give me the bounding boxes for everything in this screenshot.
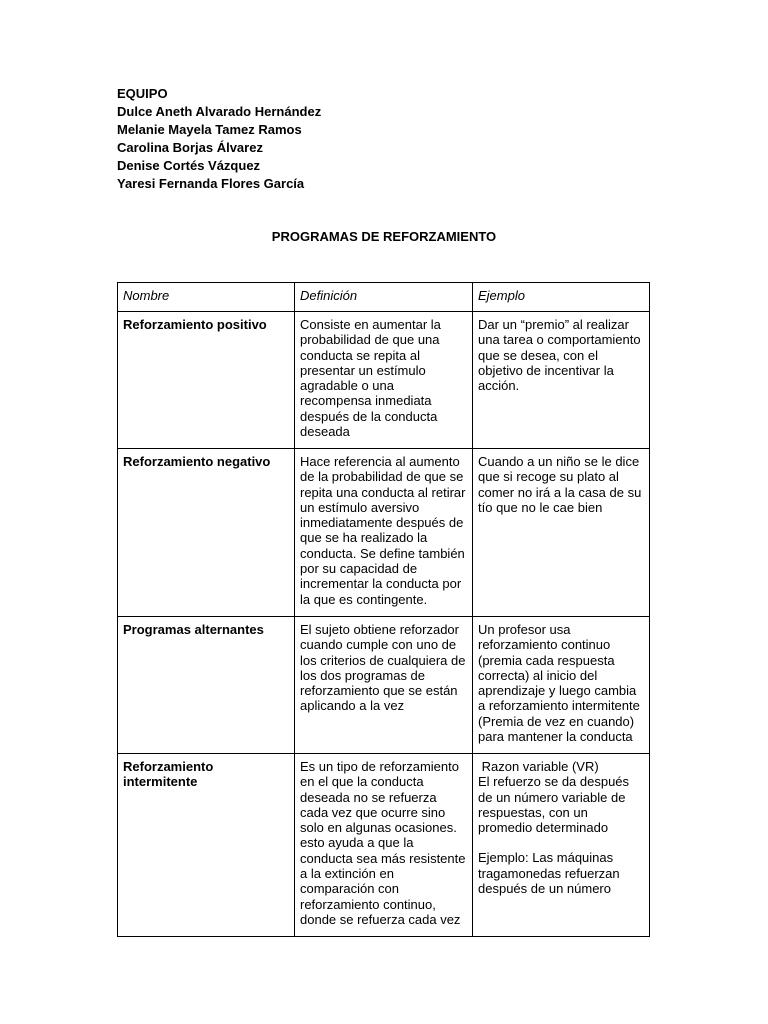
table-row — [118, 754, 650, 937]
row-example: Dar un “premio” al realizar una tarea o comportamiento que se desea, con el objetivo de incentivar la acción. — [473, 312, 650, 449]
team-member: Carolina Borjas Álvarez — [117, 140, 263, 155]
header-ejemplo: Ejemplo — [473, 283, 650, 312]
team-heading: EQUIPO — [117, 86, 168, 101]
team-block — [117, 85, 321, 193]
example-line: Razon variable (VR) — [478, 759, 599, 774]
team-member: Yaresi Fernanda Flores García — [117, 176, 305, 191]
table-header-row — [118, 283, 650, 312]
table-row — [118, 312, 650, 449]
row-example — [473, 754, 650, 937]
row-name: Reforzamiento intermitente — [118, 754, 295, 937]
table-row — [118, 617, 650, 754]
row-example: Un profesor usa reforzamiento continuo (premia cada respuesta correcta) al inicio del aprendizaje y luego cambia a reforzamiento intermitente (Premia de vez en cuando) para mantener la conducta — [473, 617, 650, 754]
row-definition: El sujeto obtiene reforzador cuando cumple con uno de los criterios de cualquiera de los dos programas de reforzamiento que se están aplicando a la vez — [295, 617, 473, 754]
row-example: Cuando a un niño se le dice que si recoge su plato al comer no irá a la casa de su tío que no le cae bien — [473, 449, 650, 617]
row-definition: Consiste en aumentar la probabilidad de que una conducta se repita al presentar un estímulo agradable o una recompensa inmediata después de la conducta deseada — [295, 312, 473, 449]
example-line: El refuerzo se da después de un número variable de respuestas, con un promedio determinado — [478, 774, 630, 836]
header-nombre: Nombre — [118, 283, 295, 312]
team-member: Denise Cortés Vázquez — [117, 158, 261, 173]
row-definition: Es un tipo de reforzamiento en el que la conducta deseada no se refuerza cada vez que ocurre sino solo en algunas ocasiones. esto ayuda a que la conducta sea más resistente a la extinción en comparación con reforzamiento continuo, donde se refuerza cada vez — [295, 754, 473, 937]
table-row — [118, 449, 650, 617]
reinforcement-table — [117, 282, 650, 937]
team-member: Melanie Mayela Tamez Ramos — [117, 122, 302, 137]
row-definition: Hace referencia al aumento de la probabilidad de que se repita una conducta al retirar un estímulo aversivo inmediatamente después de que se ha realizado la conducta. Se define también por su capacidad de incrementar la conducta por la que es contingente. — [295, 449, 473, 617]
example-line: Ejemplo: Las máquinas tragamonedas refuerzan después de un número — [478, 850, 620, 897]
row-name: Reforzamiento positivo — [118, 312, 295, 449]
row-name: Reforzamiento negativo — [118, 449, 295, 617]
header-definicion: Definición — [295, 283, 473, 312]
document-title: PROGRAMAS DE REFORZAMIENTO — [271, 229, 497, 244]
team-member: Dulce Aneth Alvarado Hernández — [117, 104, 322, 119]
row-name: Programas alternantes — [118, 617, 295, 754]
